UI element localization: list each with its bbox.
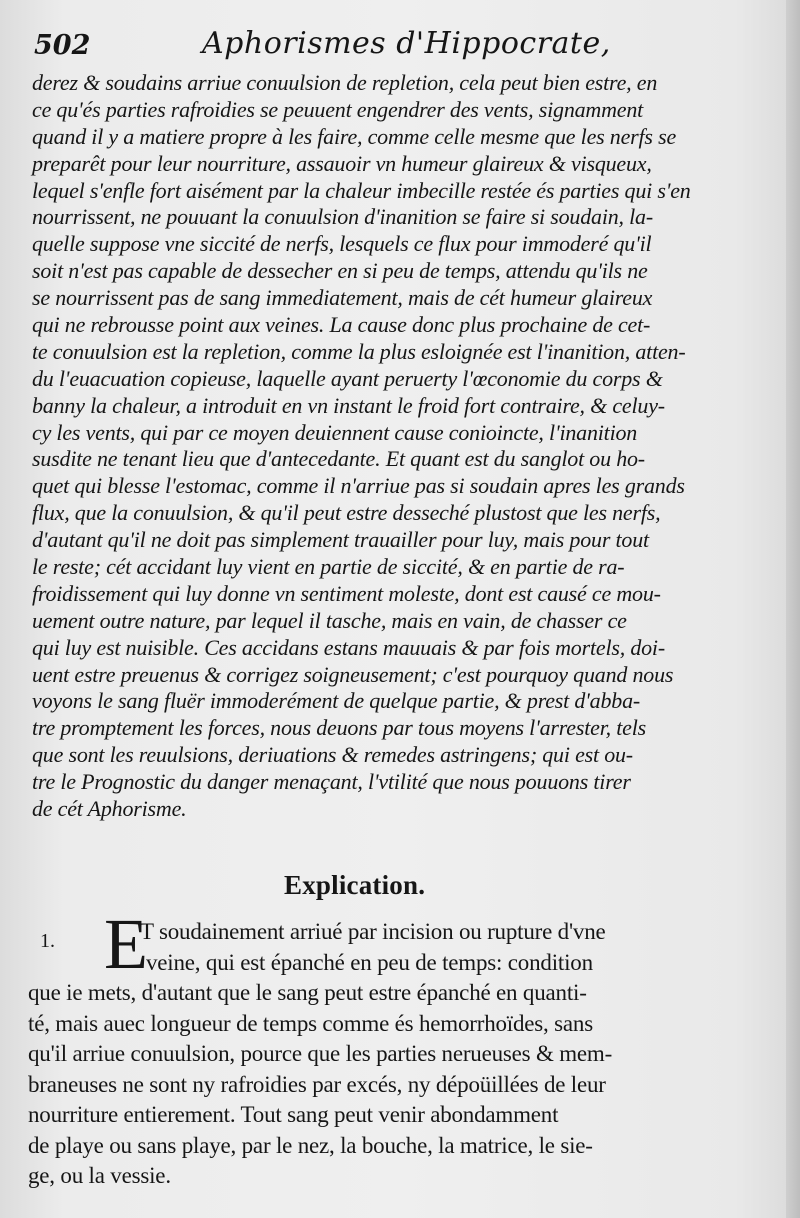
text-line: le reste; cét accidant luy vient en partie de siccité, & en partie de ra- xyxy=(32,554,625,580)
text-line: froidissement qui luy donne vn sentiment moleste, dont est causé ce mou- xyxy=(32,580,661,606)
paragraph-number: 1. xyxy=(40,930,55,952)
text-line: preparêt pour leur nourriture, assauoir vn humeur glaireux & visqueux, xyxy=(32,150,652,176)
text-line: T soudainement arriué par incision ou rupture d'vne xyxy=(140,919,606,944)
text-line: nourrissent, ne pouuant la conuulsion d'inanition se faire si soudain, la- xyxy=(32,204,653,230)
text-line: que sont les reuulsions, deriuations & remedes astringens; qui est ou- xyxy=(32,742,633,768)
text-line: voyons le sang fluër immoderément de quelque partie, & prest d'abba- xyxy=(32,688,641,714)
text-line: derez & soudains arriue conuulsion de repletion, cela peut bien estre, en xyxy=(32,70,658,95)
page-edge-shadow xyxy=(786,0,800,1218)
text-line: quand il y a matiere propre à les faire, comme celle mesme que les nerfs se xyxy=(32,123,677,149)
text-line: uent estre preuenus & corrigez soigneusement; c'est pourquoy quand nous xyxy=(32,661,674,687)
text-line: flux, que la conuulsion, & qu'il peut estre desseché plustost que les nerfs, xyxy=(32,500,661,526)
text-line: que ie mets, d'autant que le sang peut estre épanché en quanti- xyxy=(28,980,587,1005)
text-line: nourriture entierement. Tout sang peut venir abondamment xyxy=(28,1102,559,1127)
text-line: tre promptement les forces, nous deuons par tous moyens l'arrester, tels xyxy=(32,715,646,741)
text-line: se nourrissent pas de sang immediatement, mais de cét humeur glaireux xyxy=(32,285,653,311)
text-line: banny la chaleur, a introduit en vn instant le froid fort contraire, & celuy- xyxy=(32,392,665,418)
text-line: susdite ne tenant lieu que d'antecedante. Et quant est du sanglot ou ho- xyxy=(32,446,645,472)
section-heading: Explication. xyxy=(284,870,426,900)
text-line: cy les vents, qui par ce moyen deuiennent cause conioincte, l'inanition xyxy=(32,419,638,445)
text-line: ge, ou la vessie. xyxy=(28,1163,171,1188)
text-line: quet qui blesse l'estomac, comme il n'arriue pas si soudain apres les grands xyxy=(32,473,685,499)
text-line: qui luy est nuisible. Ces accidans estans mauuais & par fois mortels, doi- xyxy=(32,634,665,660)
text-line: lequel s'enfle fort aisément par la chaleur imbecille restée és parties qui s'en xyxy=(32,177,691,203)
text-line: du l'euacuation copieuse, laquelle ayant peruerty l'œconomie du corps & xyxy=(32,365,663,391)
text-line: quelle suppose vne siccité de nerfs, lesquels ce flux pour immoderé qu'il xyxy=(32,231,652,257)
text-line: te conuulsion est la repletion, comme la plus esloignée est l'inanition, atten- xyxy=(32,338,686,364)
text-line: d'autant qu'il ne doit pas simplement trauailler pour luy, mais pour tout xyxy=(32,527,649,553)
commentary-italic-text xyxy=(32,70,712,823)
text-line: ce qu'és parties rafroidies se peuuent engendrer des vents, signamment xyxy=(32,96,644,122)
page-number: 502 xyxy=(34,30,91,61)
text-line: veine, qui est épanché en peu de temps: condition xyxy=(146,949,593,975)
text-line: té, mais auec longueur de temps comme és hemorrhoïdes, sans xyxy=(28,1010,593,1036)
page-header xyxy=(34,26,754,72)
text-line: soit n'est pas capable de dessecher en si peu de temps, attendu qu'ils ne xyxy=(32,258,648,284)
text-line: qu'il arriue conuulsion, pource que les parties nerueuses & mem- xyxy=(28,1041,613,1066)
text-line: uement outre nature, par lequel il tasche, mais en vain, de chasser ce xyxy=(32,607,627,633)
running-title: Aphorismes d'Hippocrate, xyxy=(202,26,611,61)
text-line: qui ne rebrousse point aux veines. La cause donc plus prochaine de cet- xyxy=(32,312,651,338)
text-line: de cét Aphorisme. xyxy=(32,796,187,822)
explication-text xyxy=(28,917,718,1192)
text-line: braneuses ne sont ny rafroidies par excés, ny dépoüillées de leur xyxy=(28,1071,606,1097)
text-line: tre le Prognostic du danger menaçant, l'vtilité que nous pouuons tirer xyxy=(32,769,631,795)
text-line: de playe ou sans playe, par le nez, la bouche, la matrice, le sie- xyxy=(28,1132,593,1158)
drop-cap: E xyxy=(104,904,148,984)
